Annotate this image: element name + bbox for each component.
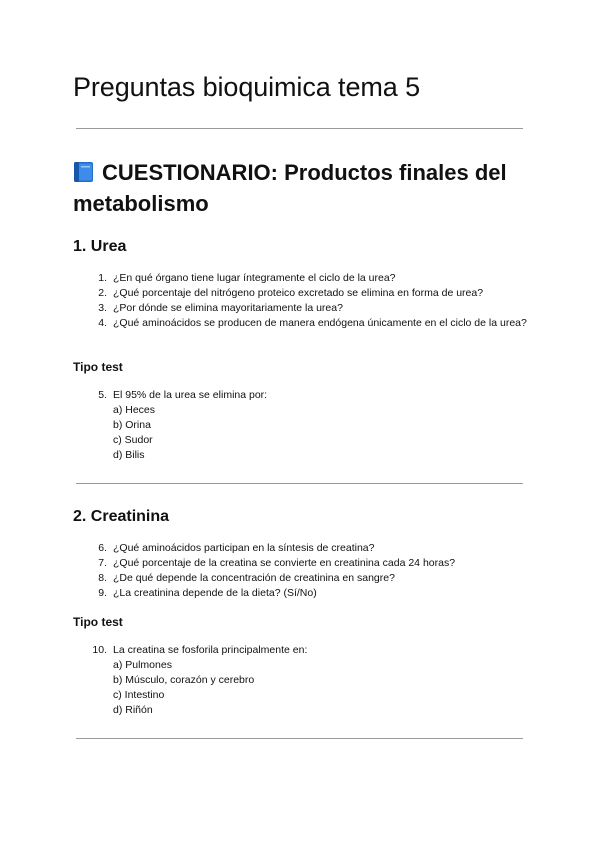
divider bbox=[76, 738, 523, 739]
answer-option: b) Músculo, corazón y cerebro bbox=[113, 674, 255, 686]
list-item: 10. La creatina se fosforila principalmente en: a) Pulmones b) Músculo, corazón y cerebro c) Intestino d) Riñón bbox=[88, 643, 528, 718]
test-heading-creatinina: Tipo test bbox=[73, 615, 123, 629]
divider bbox=[76, 483, 523, 484]
answer-options bbox=[113, 658, 528, 718]
quiz-title bbox=[73, 157, 533, 219]
list-item: 3. ¿Por dónde se elimina mayoritariamente la urea? bbox=[98, 302, 343, 314]
test-question-creatinina bbox=[88, 643, 528, 718]
section-heading-creatinina: 2. Creatinina bbox=[73, 508, 170, 525]
question-list-creatinina bbox=[88, 541, 528, 601]
list-item: 9. ¿La creatinina depende de la dieta? (Sí/No) bbox=[98, 587, 317, 599]
list-item: 5. El 95% de la urea se elimina por: a) Heces b) Orina c) Sudor d) Bilis bbox=[88, 388, 528, 463]
document-title: Preguntas bioquimica tema 5 bbox=[73, 72, 420, 102]
list-item: 1. ¿En qué órgano tiene lugar íntegramente el ciclo de la urea? bbox=[98, 272, 396, 284]
test-question-urea bbox=[88, 388, 528, 463]
blue-book-icon bbox=[73, 160, 94, 182]
list-item: 6. ¿Qué aminoácidos participan en la síntesis de creatina? bbox=[98, 542, 375, 554]
list-item: 2. ¿Qué porcentaje del nitrógeno proteico excretado se elimina en forma de urea? bbox=[98, 287, 484, 299]
question-list-urea bbox=[88, 271, 528, 331]
answer-option: c) Sudor bbox=[113, 434, 153, 446]
answer-option: a) Pulmones bbox=[113, 659, 172, 671]
section-heading-urea: 1. Urea bbox=[73, 238, 127, 255]
answer-option: b) Orina bbox=[113, 419, 151, 431]
divider bbox=[76, 128, 523, 129]
answer-option: a) Heces bbox=[113, 404, 156, 416]
test-question-text: El 95% de la urea se elimina por: bbox=[113, 389, 268, 401]
test-question-text: La creatina se fosforila principalmente en: bbox=[113, 644, 308, 656]
test-heading-urea: Tipo test bbox=[73, 360, 123, 374]
list-item: 4. ¿Qué aminoácidos se producen de manera endógena únicamente en el ciclo de la urea? bbox=[98, 317, 527, 329]
answer-option: c) Intestino bbox=[113, 689, 165, 701]
list-item: 8. ¿De qué depende la concentración de creatinina en sangre? bbox=[98, 572, 395, 584]
answer-option: d) Riñón bbox=[113, 704, 153, 716]
answer-options bbox=[113, 403, 528, 463]
answer-option: d) Bilis bbox=[113, 449, 145, 461]
quiz-title-text: CUESTIONARIO: Productos finales del metabolismo bbox=[73, 160, 507, 216]
list-item: 7. ¿Qué porcentaje de la creatina se convierte en creatinina cada 24 horas? bbox=[98, 557, 456, 569]
